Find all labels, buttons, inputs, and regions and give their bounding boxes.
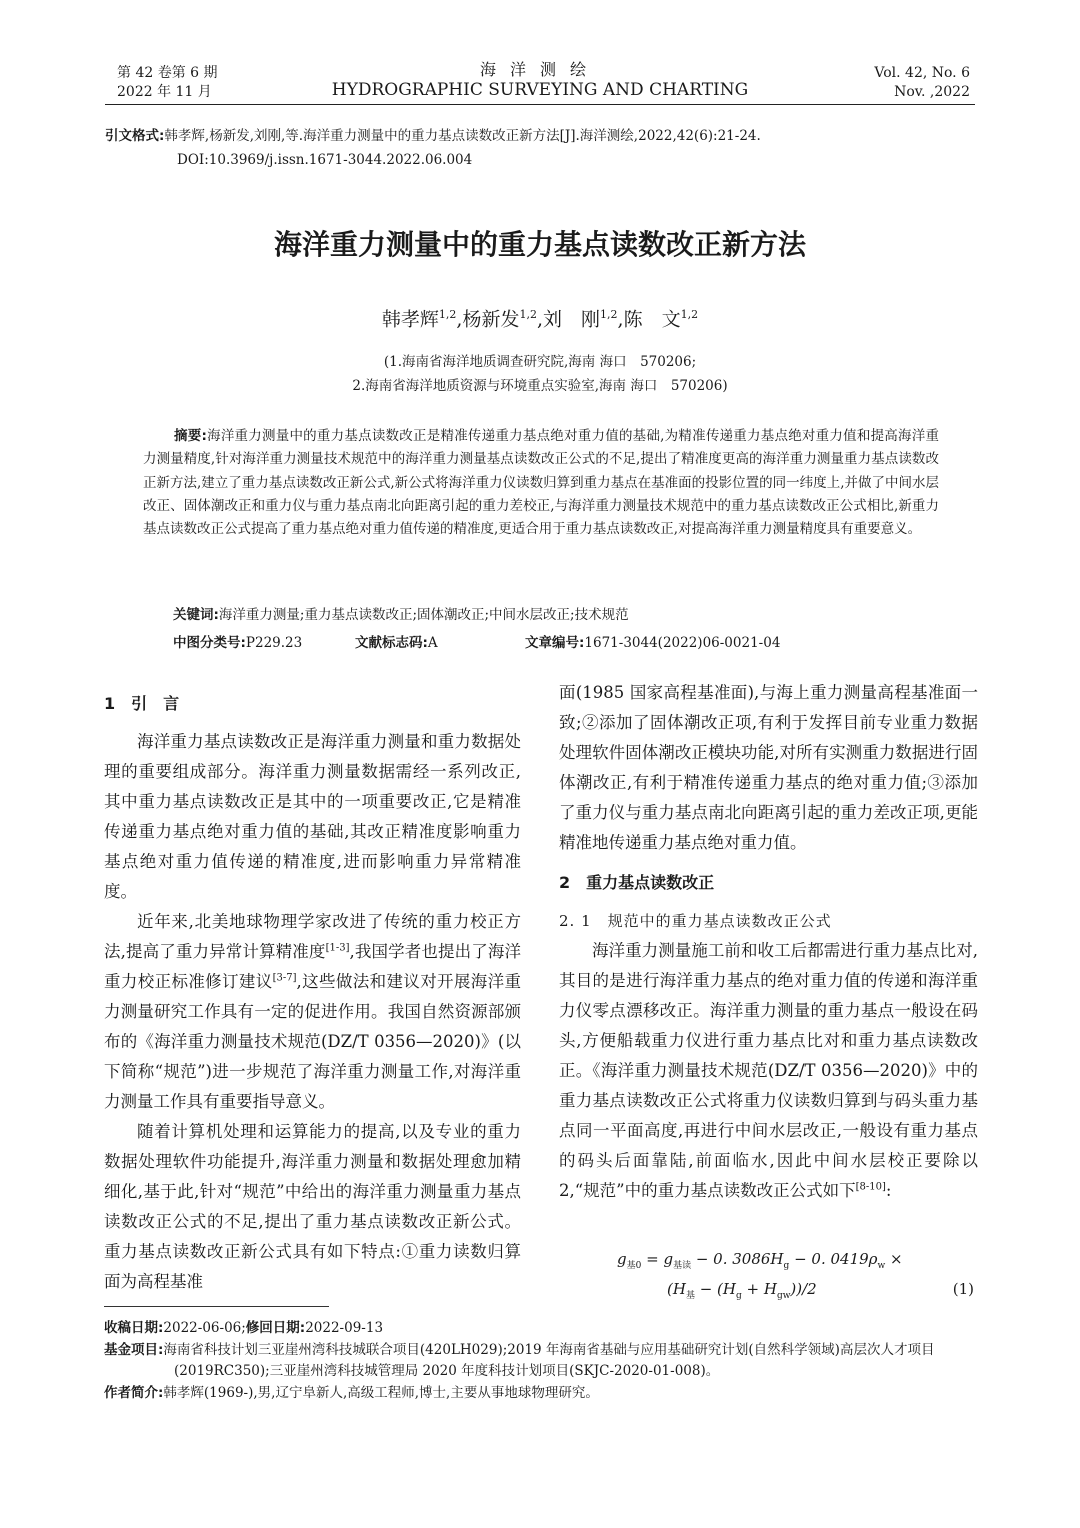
author-bio-label: 作者简介:: [104, 1384, 164, 1401]
article-label: 文章编号:: [525, 635, 585, 651]
journal-issue-en: [860, 64, 970, 102]
journal-name-cn: 海洋测绘: [479, 60, 600, 79]
footnotes: [104, 1318, 976, 1404]
keywords-text: 海洋重力测量;重力基点读数改正;固体潮改正;中间水层改正;技术规范: [218, 607, 629, 623]
volume-issue-en: Vol. 42, No. 6: [874, 65, 970, 81]
volume-issue: 第 42 卷第 6 期: [117, 65, 218, 81]
keywords: [173, 604, 953, 627]
abstract: [143, 425, 939, 541]
equation-line-1: $g_{基0} = g_{基读} - 0$. $3086H_g - 0$. $0419\rho_w$ ×: [617, 1250, 903, 1271]
affiliations: [0, 350, 1080, 398]
author-name: 韩孝辉: [381, 308, 439, 331]
revised-date: 2022-09-13: [305, 1320, 384, 1336]
paragraph: [104, 907, 521, 1117]
received-label: 收稿日期:: [104, 1320, 164, 1336]
author-affil-sup: 1,2: [438, 308, 457, 321]
footnote-author: [104, 1383, 976, 1405]
doc-value: A: [427, 635, 438, 651]
author-affil-sup: 1,2: [680, 308, 699, 321]
subsection-heading: 2. 1 规范中的重力基点读数改正公式: [559, 912, 832, 930]
equation-line-2: $(H_基 - (H_g + H_{gw}))/2$: [667, 1280, 817, 1301]
doc-label: 文献标志码:: [355, 635, 428, 651]
fund-text: 海南省科技计划三亚崖州湾科技城联合项目(420LH029);2019 年海南省基础与应用基础研究计划(自然科学领域)高层次人才项目(2019RC350);三亚崖州湾科技城管理局 2020 年度科技计划项目(SKJC-2020-01-008)。: [163, 1341, 935, 1379]
equation-1: [559, 1250, 978, 1306]
abstract-label: 摘要:: [174, 428, 207, 444]
reference-marker: [8-10]: [855, 1181, 886, 1193]
doc-code: [355, 632, 438, 655]
keywords-label: 关键词:: [173, 607, 219, 623]
author-list: 韩孝辉$^{1,2}$,杨新发$^{1,2}$,刘 刚$^{1,2}$,陈 文$^{1,2}$: [381, 308, 699, 331]
header-rule: [105, 104, 975, 105]
footnote-dates: [104, 1318, 976, 1340]
paper-title: 海洋重力测量中的重力基点读数改正新方法: [273, 228, 806, 261]
clc-value: P229.23: [245, 635, 303, 651]
paragraph: 海洋重力基点读数改正是海洋重力测量和重力数据处理的重要组成部分。海洋重力测量数据需经一系列改正,其中重力基点读数改正是其中的一项重要改正,它是精准传递重力基点绝对重力值的基础,其改正精准度影响重力基点绝对重力值传递的精准度,进而影响重力异常精准度。: [104, 732, 521, 901]
citation-label: 引文格式:: [105, 128, 165, 144]
abstract-text: 海洋重力测量中的重力基点读数改正是精准传递重力基点绝对重力值的基础,为精准传递重力基点绝对重力值和提高海洋重力测量精度,针对海洋重力测量技术规范中的海洋重力测量基点读数改正公式的不足,提出了精准度更高的海洋重力测量重力基点读数改正新方法,建立了重力基点读数改正新公式,新公式将海洋重力仪读数归算到重力基点在基准面的投影位置的同一纬度上,并做了中间水层改正、固体潮改正和重力仪与重力基点南北向距离引起的重力差校正,与海洋重力测量技术规范中的重力基点读数改正公式相比,新重力基点读数改正公式提高了重力基点绝对重力值传递的精准度,更适合用于重力基点读数改正,对提高海洋重力测量精度具有重要意义。: [143, 428, 939, 538]
paragraph-text: :: [885, 1181, 892, 1200]
article-number: [525, 632, 780, 655]
body-left-column: [104, 689, 521, 1297]
paragraph-text: 近年来,北美地球物理学家改进了传统的重力校正方法,提高了重力异常计算精准度: [104, 912, 521, 961]
paragraph-text: ,这些做法和建议对开展海洋重力测量研究工作具有一定的促进作用。我国自然资源部颁布的《海洋重力测量技术规范(DZ/T 0356—2020)》(以下简称“规范”)进一步规范了海洋重力测量工作,对海洋重力测量工作具有重要指导意义。: [104, 972, 522, 1111]
citation-text: 韩孝辉,杨新发,刘刚,等.海洋重力测量中的重力基点读数改正新方法[J].海洋测绘,2022,42(6):21-24.: [164, 128, 761, 144]
author-affil-sup: 1,2: [600, 308, 618, 321]
issue-date-en: Nov. ,2022: [894, 84, 970, 100]
clc-code: [173, 632, 302, 655]
footnote-fund: [104, 1340, 976, 1383]
author-name: 刘 刚: [543, 308, 601, 331]
paragraph: [559, 936, 978, 1206]
doi: DOI:10.3969/j.issn.1671-3044.2022.06.004: [177, 152, 473, 168]
issue-date: 2022 年 11 月: [117, 84, 212, 100]
journal-name-en: HYDROGRAPHIC SURVEYING AND CHARTING: [331, 80, 749, 100]
section-heading: 1 引 言: [104, 694, 180, 713]
footnote-rule: [104, 1306, 329, 1307]
affiliation-line: 2.海南省海洋地质资源与环境重点实验室,海南 海口 570206): [352, 378, 728, 394]
article-value: 1671-3044(2022)06-0021-04: [584, 635, 781, 651]
fund-label: 基金项目:: [104, 1341, 164, 1358]
author-name: 杨新发: [462, 308, 520, 331]
reference-marker: [3-7]: [272, 972, 297, 984]
paragraph: 随着计算机处理和运算能力的提高,以及专业的重力数据处理软件功能提升,海洋重力测量和数据处理愈加精细化,基于此,针对“规范”中给出的海洋重力测量重力基点读数改正公式的不足,提出了重力基点读数改正新公式。重力基点读数改正新公式具有如下特点:①重力读数归算面为高程基准: [104, 1122, 521, 1291]
paragraph-text: 海洋重力测量施工前和收工后都需进行重力基点比对,其目的是进行海洋重力基点的绝对重力值的传递和海洋重力仪零点漂移改正。海洋重力测量的重力基点一般设在码头,方便船载重力仪进行重力基点比对和重力基点读数改正。《海洋重力测量技术规范(DZ/T 0356—2020)》中的重力基点读数改正公式将重力仪读数归算到与码头重力基点同一平面高度,再进行中间水层改正,一般设有重力基点的码头后面靠陆,前面临水,因此中间水层校正要除以 2,“规范”中的重力基点读数改正公式如下: [559, 941, 978, 1200]
reference-marker: [1-3]: [325, 942, 350, 954]
affiliation-line: (1.海南省海洋地质调查研究院,海南 海口 570206;: [383, 354, 697, 370]
paragraph-text: ,我国学者也提出了海洋重力校正标准修订建议: [104, 942, 522, 991]
section-heading: 2 重力基点读数改正: [559, 873, 715, 892]
received-date: 2022-06-06;: [163, 1320, 246, 1336]
author-name: 陈 文: [623, 308, 681, 331]
citation-block: [105, 124, 985, 172]
equation-number: (1): [952, 1280, 974, 1298]
author-bio-text: 韩孝辉(1969-),男,辽宁阜新人,高级工程师,博士,主要从事地球物理研究。: [163, 1384, 599, 1401]
clc-label: 中图分类号:: [173, 635, 246, 651]
paragraph: 面(1985 国家高程基准面),与海上重力测量高程基准面一致;②添加了固体潮改正项,有利于发挥目前专业重力数据处理软件固体潮改正模块功能,对所有实测重力数据进行固体潮改正,有利于精准传递重力基点的绝对重力值;③添加了重力仪与重力基点南北向距离引起的重力差改正项,更能精准地传递重力基点绝对重力值。: [559, 683, 978, 852]
body-right-column: [559, 678, 978, 1206]
revised-label: 修回日期:: [245, 1320, 306, 1336]
author-affil-sup: 1,2: [519, 308, 537, 321]
